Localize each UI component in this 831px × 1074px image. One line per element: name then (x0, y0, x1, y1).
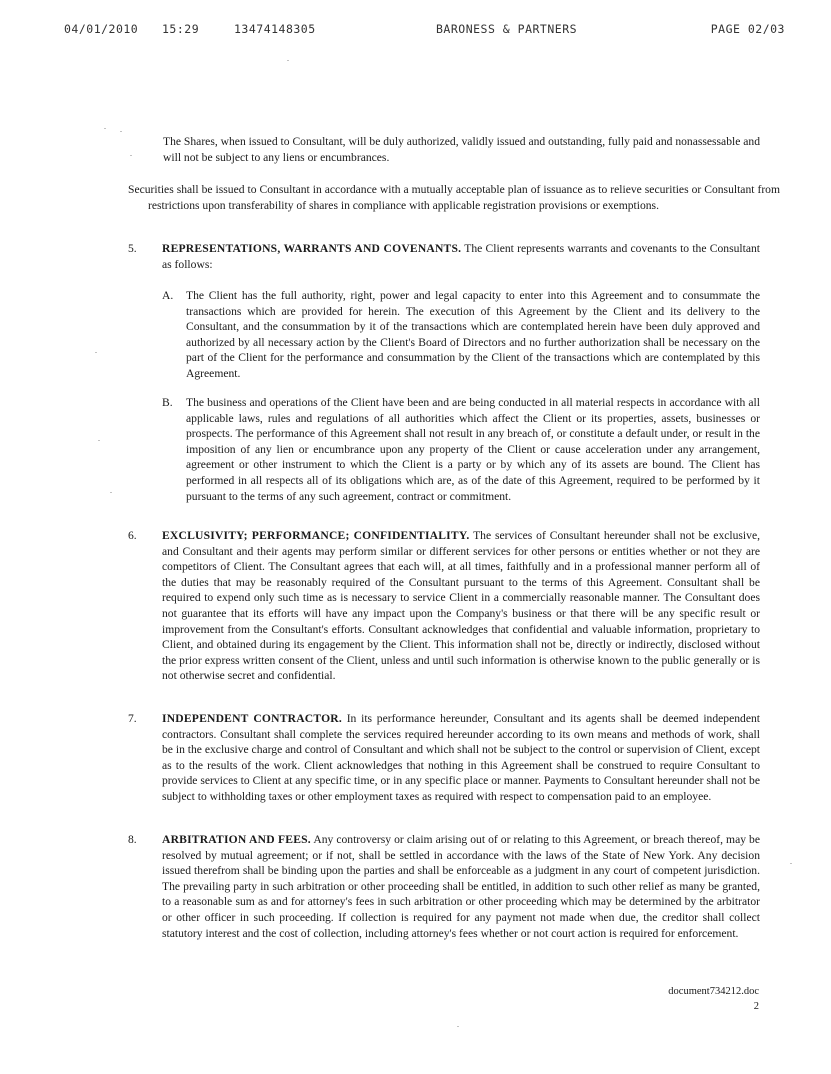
subsection-text: The Client has the full authority, right, power and legal capacity to enter into this Agreement and to consummate the transactions which are provided for herein. The execution of this Agreement by the Client and its delivery to the Consultant, and the consummation by it of the transactions which are contemplated herein have been duly approved and authorized by all necessary action by the Client's Board of Directors and no further authorization shall be necessary on the part of the Client for the performance and consummation by the Client of the transactions which are contemplated by this Agreement. (186, 289, 760, 380)
section-8 (128, 832, 760, 941)
fax-date: 04/01/2010 (64, 22, 139, 36)
fax-company: BARONESS & PARTNERS (436, 22, 578, 36)
fax-phone: 13474148305 (234, 22, 316, 36)
section-text: In its performance hereunder, Consultant and its agents shall be deemed independent contractors. Consultant shall complete the services required hereunder according to its own means and methods of work, shall be in the exclusive charge and control of Consultant and which shall not be subject to the control or supervision of Client, except as to the results of the work. Client acknowledges that nothing in this Agreement shall be construed to require Consultant to provide services to Client at any specific time, or in any specific place or manner. Payments to Consultant hereunder shall not be subject to withholding taxes or other employment taxes as required with respect to compensation paid to an employee. (162, 712, 760, 803)
scan-speck (104, 128, 106, 129)
subsection-letter: A. (162, 289, 174, 302)
section-number: 8. (128, 833, 137, 846)
section-title: INDEPENDENT CONTRACTOR. (162, 712, 342, 725)
section-text: Any controversy or claim arising out of or relating to this Agreement, or breach thereof, may be resolved by mutual agreement; or if not, shall be settled in accordance with the laws of the State of New York. Any decision issued therefrom shall be binding upon the parties and shall be enforceable as a judgment in any court of competent jurisdiction. The prevailing party in such arbitration or other proceeding shall be entitled, in addition to such other relief as many be granted, to a reasonable sum as and for attorney's fees in such arbitration or other proceeding which may be determined by the arbitrator or other officer in such proceeding. If collection is required for any payment not made when due, the creditor shall collect statutory interest and the cost of collection, including attorney's fees whether or not court action is required for enforcement. (162, 833, 760, 940)
section-text: The Client represents warrants and covenants to the Consultant as follows: (162, 242, 760, 271)
subsection-letter: B. (162, 396, 173, 409)
fax-time: 15:29 (162, 22, 200, 36)
fax-page-indicator: PAGE 02/03 (710, 22, 785, 36)
section-number: 5. (128, 242, 137, 255)
footer-page-number: 2 (753, 1001, 759, 1012)
section-title: REPRESENTATIONS, WARRANTS AND COVENANTS. (162, 242, 462, 255)
subsection-text: The business and operations of the Client have been and are being conducted in all material respects in accordance with all applicable laws, rules and regulations of all authorities which affect the Client or its properties, assets, businesses or prospects. The performance of this Agreement shall not result in any breach of, or constitute a default under, or result in the imposition of any lien or encumbrance upon any property of the Client or cause acceleration under any arrangement, agreement or other instrument to which the Client is a party or by which any of its assets are bound. The Client has performed in all respects all of its obligations which are, as of the date of this Agreement, required to be performed by it pursuant to the terms of any such agreement, contract or commitment. (186, 396, 760, 503)
scan-speck (98, 440, 100, 441)
section-number: 7. (128, 712, 137, 725)
section-title: ARBITRATION AND FEES. (162, 833, 311, 846)
section-5-subsection-a (162, 288, 760, 382)
section-body (162, 241, 760, 272)
section-5 (128, 241, 760, 272)
fax-header (64, 22, 785, 40)
scan-speck (110, 492, 112, 493)
scan-speck (95, 352, 97, 353)
section-6 (128, 528, 760, 684)
section-5-subsection-b (162, 395, 760, 504)
section-text: The services of Consultant hereunder shall not be exclusive, and Consultant and their agents may perform similar or different services for other persons or entities whether or not they are competitors of Client. The Consultant agrees that each will, at all times, faithfully and in a professional manner perform all of the duties that may be reasonably required of the Consultant pursuant to the terms of this Agreement. Consultant shall be required to expend only such time as is necessary to service Client in a commercially reasonable manner. The Consultant does not guarantee that its efforts will have any impact upon the Company's business or that there will be any specific result or improvement from the Consultant's efforts. Consultant acknowledges that confidential and valuable information, proprietary to Client, and obtained during its engagement by the Client. This information shall not be, directly or indirectly, disclosed without the prior express written consent of the Client, unless and until such information is otherwise known to the public generally or is not otherwise secret and confidential. (162, 529, 760, 683)
section-body (162, 528, 760, 684)
scan-speck (130, 155, 132, 156)
scan-speck (790, 863, 792, 864)
scan-speck (457, 1026, 459, 1027)
footer-document-name: document734212.doc (668, 986, 759, 997)
section-number: 6. (128, 529, 137, 542)
scan-speck (120, 131, 122, 132)
section-7 (128, 711, 760, 805)
section-title: EXCLUSIVITY; PERFORMANCE; CONFIDENTIALITY. (162, 529, 470, 542)
shares-paragraph: The Shares, when issued to Consultant, will be duly authorized, validly issued and outstanding, fully paid and nonassessable and will not be subject to any liens or encumbrances. (163, 135, 760, 164)
section-body (162, 832, 760, 941)
securities-paragraph: Securities shall be issued to Consultant in accordance with a mutually acceptable plan of issuance as to relieve securities or Consultant from restrictions upon transferability of shares in compliance with applicable registration provisions or exemptions. (128, 183, 780, 212)
section-body (162, 711, 760, 805)
scan-speck (287, 60, 289, 61)
